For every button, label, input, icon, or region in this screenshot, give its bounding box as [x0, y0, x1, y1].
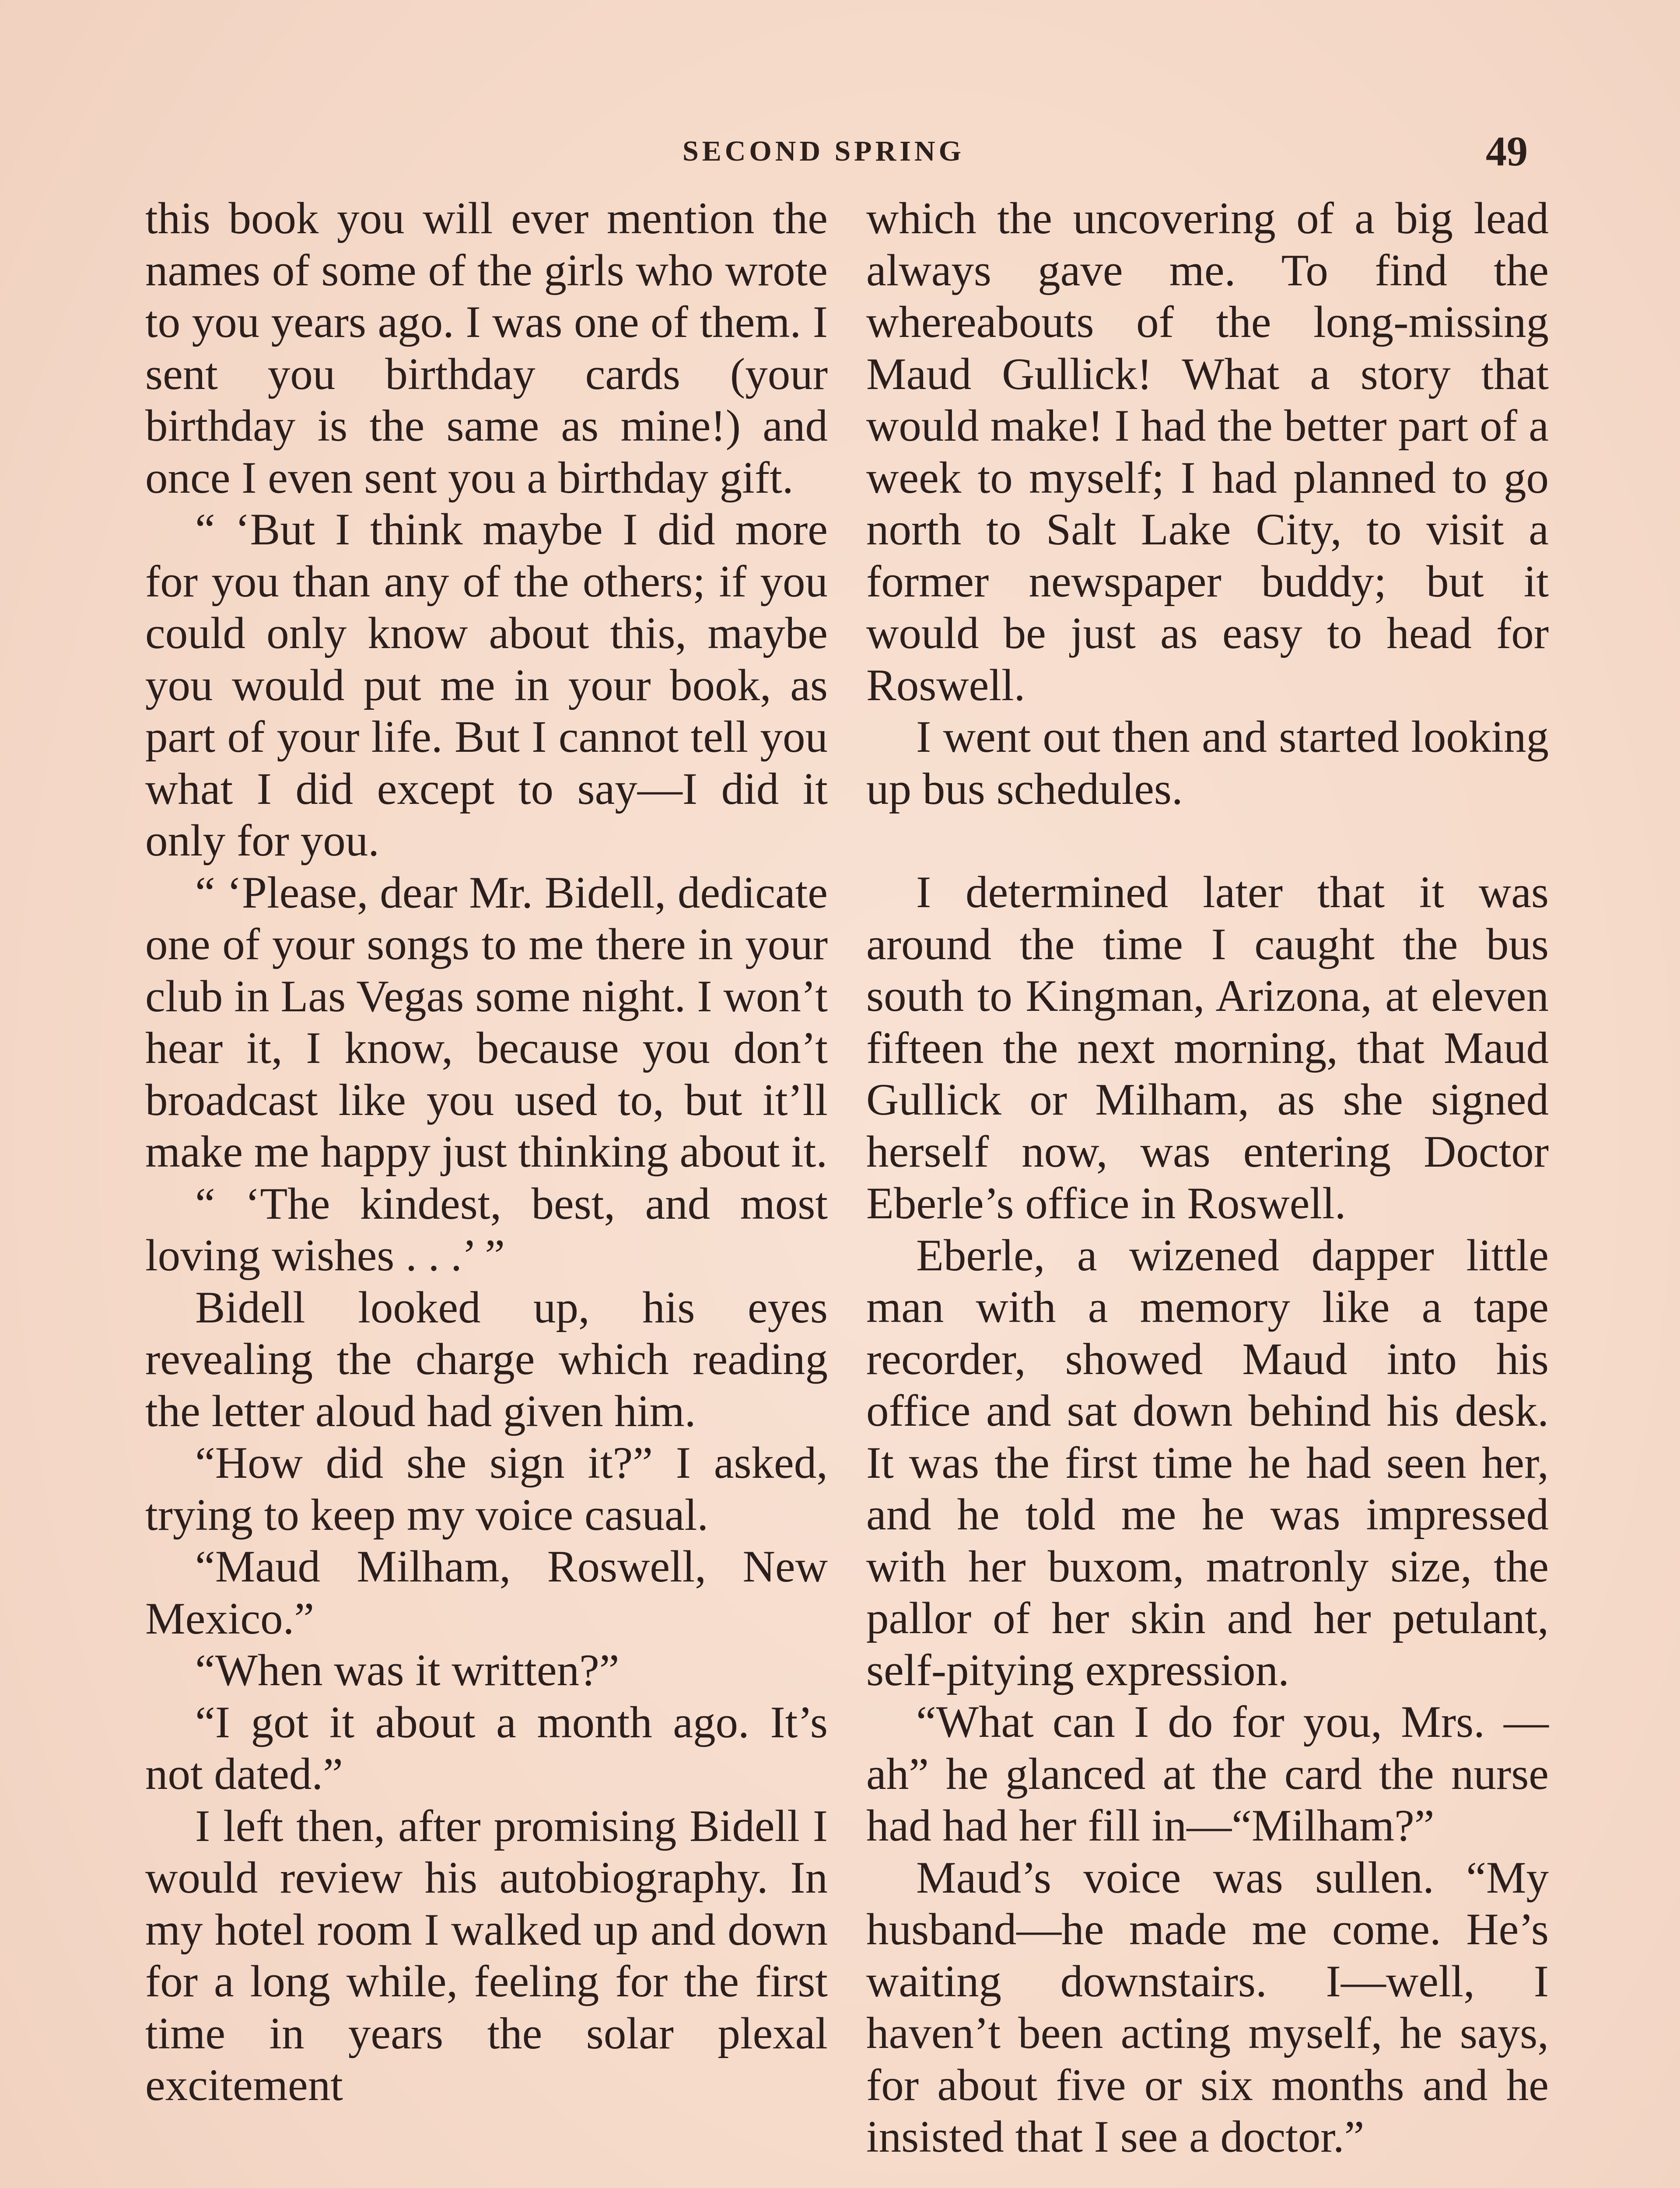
paragraph: which the uncovering of a big lead always gave me. To find the whereabouts of the long-missing Maud Gullick! What a story that would make! I had the better part of a week to myself; I had planned to go north to Salt Lake City, to visit a former newspaper buddy; but it would be just as easy to head for Roswell.: [866, 193, 1549, 710]
right-column: [866, 193, 1549, 2188]
paragraph: Maud’s voice was sullen. “My husband—he made me come. He’s waiting downstairs. I—well, I haven’t been acting myself, he says, for about five or six months and he insisted that I see a doctor.”: [866, 1852, 1549, 2162]
paragraph: I left then, after promising Bidell I would review his autobiography. In my hotel room I walked up and down for a long while, feeling for the first time in years the solar plexal excitement: [145, 1801, 828, 2110]
paragraph: “What can I do for you, Mrs. —ah” he glanced at the card the nurse had had her fill in—“Milham?”: [866, 1697, 1549, 1851]
paragraph: “How did she sign it?” I asked, trying to keep my voice casual.: [145, 1438, 828, 1540]
page-number: 49: [1486, 128, 1528, 175]
paragraph: this book you will ever mention the names of some of the girls who wrote to you years ago. I was one of them. I sent you birthday cards (your birthday is the same as mine!) and once I even sent you a birthday gift.: [145, 193, 828, 503]
paragraph: “ ‘The kindest, best, and most loving wishes . . .’ ”: [145, 1178, 828, 1280]
paragraph: “Maud Milham, Roswell, New Mexico.”: [145, 1542, 828, 1644]
paragraph: “I got it about a month ago. It’s not dated.”: [145, 1697, 828, 1799]
left-column: [145, 193, 828, 2188]
paragraph: “When was it written?”: [195, 1645, 620, 1695]
running-title: SECOND SPRING: [682, 135, 965, 167]
running-head: [0, 128, 1680, 175]
paragraph: Bidell looked up, his eyes revealing the charge which reading the letter aloud had given him.: [145, 1282, 828, 1436]
paragraph: “ ‘Please, dear Mr. Bidell, dedicate one of your songs to me there in your club in Las Vegas some night. I won’t hear it, I know, because you don’t broadcast like you used to, but it’ll make me happy just thinking about it.: [145, 867, 828, 1177]
paragraph: I determined later that it was around the time I caught the bus south to Kingman, Arizona, at eleven fifteen the next morning, that Maud Gullick or Milham, as she signed herself now, was entering Doctor Eberle’s office in Roswell.: [866, 867, 1549, 1228]
paragraph: “ ‘But I think maybe I did more for you than any of the others; if you could only know about this, maybe you would put me in your book, as part of your life. But I cannot tell you what I did except to say—I did it only for you.: [145, 505, 828, 866]
paragraph: Eberle, a wizened dapper little man with a memory like a tape recorder, showed Maud into his office and sat down behind his desk. It was the first time he had seen her, and he told me he was impressed with her buxom, matronly size, the pallor of her skin and her petulant, self-pitying expression.: [866, 1230, 1549, 1695]
paragraph: I went out then and started looking up bus schedules.: [866, 712, 1549, 814]
